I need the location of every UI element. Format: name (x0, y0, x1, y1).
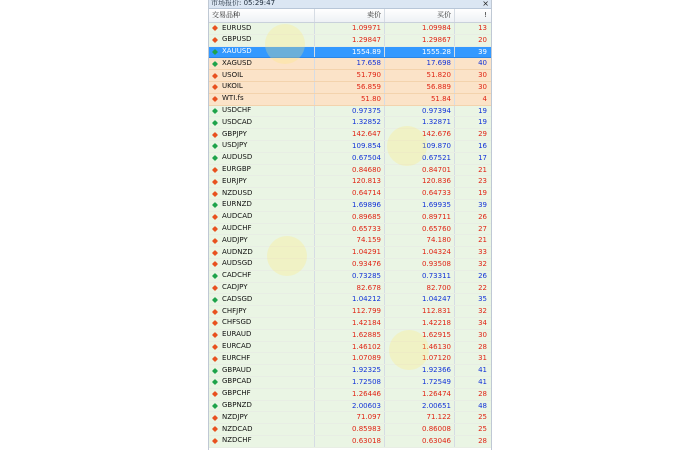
spread-cell: 28 (478, 436, 487, 445)
ask-cell: 0.89711 (385, 212, 455, 223)
symbol-cell[interactable] (209, 165, 315, 176)
spread-cell: 28 (478, 389, 487, 398)
quote-row[interactable] (209, 389, 491, 401)
quote-row[interactable] (209, 94, 491, 106)
ask-cell: 71.122 (385, 412, 455, 423)
symbol-cell[interactable] (209, 200, 315, 211)
bid-cell: 51.80 (315, 94, 385, 105)
symbol-cell[interactable] (209, 23, 315, 34)
symbol-label: GBPCAD (222, 377, 252, 386)
price-down-icon (212, 96, 218, 102)
symbol-cell[interactable] (209, 283, 315, 294)
bid-cell: 1554.89 (315, 47, 385, 58)
spread-cell: 17 (478, 153, 487, 162)
price-down-icon (212, 238, 218, 244)
spread-cell: 30 (478, 71, 487, 80)
bid-cell: 71.097 (315, 412, 385, 423)
symbol-cell[interactable] (209, 94, 315, 105)
ask-cell: 1.62915 (385, 330, 455, 341)
quote-row[interactable] (209, 188, 491, 200)
symbol-label: EURNZD (222, 200, 252, 209)
bid-cell: 0.84680 (315, 165, 385, 176)
quote-row[interactable] (209, 330, 491, 342)
symbol-cell[interactable] (209, 82, 315, 93)
quote-row[interactable] (209, 129, 491, 141)
spread-cell: 16 (478, 141, 487, 150)
bid-cell: 1.92325 (315, 365, 385, 376)
bid-cell: 0.67504 (315, 153, 385, 164)
symbol-cell[interactable] (209, 318, 315, 329)
symbol-cell[interactable] (209, 58, 315, 69)
ask-cell: 51.820 (385, 70, 455, 81)
bid-cell: 0.73285 (315, 271, 385, 282)
spread-cell: 19 (478, 106, 487, 115)
bid-cell: 2.00603 (315, 401, 385, 412)
symbol-label: XAUUSD (222, 47, 252, 56)
price-up-icon (212, 143, 218, 149)
symbol-cell[interactable] (209, 141, 315, 152)
symbol-label: XAGUSD (222, 58, 252, 67)
title-bar (209, 0, 491, 9)
bid-cell: 51.790 (315, 70, 385, 81)
quote-row[interactable] (209, 401, 491, 413)
quote-row[interactable] (209, 200, 491, 212)
quote-row[interactable] (209, 117, 491, 129)
symbol-cell[interactable] (209, 294, 315, 305)
spread-cell: 19 (478, 118, 487, 127)
bid-cell: 17.658 (315, 58, 385, 69)
quote-row[interactable] (209, 318, 491, 330)
ask-cell: 120.836 (385, 176, 455, 187)
quote-row[interactable] (209, 224, 491, 236)
quote-list (209, 23, 491, 448)
price-down-icon (212, 426, 218, 432)
price-down-icon (212, 25, 218, 31)
bid-cell: 0.85983 (315, 424, 385, 435)
price-up-icon (212, 49, 218, 55)
quote-row[interactable] (209, 271, 491, 283)
ask-cell: 0.65760 (385, 224, 455, 235)
spread-cell: 41 (478, 366, 487, 375)
symbol-label: NZDCAD (222, 424, 253, 433)
quote-row[interactable] (209, 176, 491, 188)
price-down-icon (212, 320, 218, 326)
symbol-label: CHFJPY (222, 306, 247, 315)
price-down-icon (212, 84, 218, 90)
symbol-label: EURGBP (222, 165, 251, 174)
spread-cell: 33 (478, 248, 487, 257)
bid-cell: 1.04212 (315, 294, 385, 305)
quote-row[interactable] (209, 235, 491, 247)
ask-cell: 0.63046 (385, 436, 455, 447)
symbol-cell[interactable] (209, 224, 315, 235)
quote-row[interactable] (209, 70, 491, 82)
bid-cell: 0.63018 (315, 436, 385, 447)
symbol-cell[interactable] (209, 353, 315, 364)
spread-cell: 34 (478, 318, 487, 327)
symbol-label: UKOIL (222, 82, 243, 91)
bid-cell: 1.07089 (315, 353, 385, 364)
symbol-label: EURUSD (222, 23, 252, 32)
quote-row[interactable] (209, 365, 491, 377)
ask-cell: 0.84701 (385, 165, 455, 176)
symbol-label: USDJPY (222, 141, 248, 150)
quote-row[interactable] (209, 165, 491, 177)
bid-cell: 109.854 (315, 141, 385, 152)
spread-cell: 39 (478, 200, 487, 209)
ask-cell: 51.84 (385, 94, 455, 105)
symbol-label: USDCAD (222, 117, 253, 126)
symbol-label: GBPUSD (222, 35, 252, 44)
close-icon[interactable]: × (482, 0, 489, 8)
price-down-icon (212, 73, 218, 79)
bid-cell: 1.04291 (315, 247, 385, 258)
symbol-label: CADCHF (222, 271, 252, 280)
symbol-label: EURCAD (222, 342, 252, 351)
symbol-cell[interactable] (209, 271, 315, 282)
symbol-cell[interactable] (209, 70, 315, 81)
symbol-cell[interactable] (209, 389, 315, 400)
quote-row[interactable] (209, 35, 491, 47)
symbol-cell[interactable] (209, 188, 315, 199)
spread-cell: 26 (478, 271, 487, 280)
bid-cell: 0.97375 (315, 106, 385, 117)
symbol-label: WTI.fs (222, 94, 244, 103)
quote-row[interactable] (209, 58, 491, 70)
ask-cell: 1.09984 (385, 23, 455, 34)
price-up-icon (212, 120, 218, 126)
ask-cell: 1.04247 (385, 294, 455, 305)
ask-cell: 0.93508 (385, 259, 455, 270)
symbol-label: USOIL (222, 70, 244, 79)
price-up-icon (212, 155, 218, 161)
symbol-label: GBPCHF (222, 389, 251, 398)
symbol-label: NZDCHF (222, 436, 252, 445)
price-down-icon (212, 391, 218, 397)
symbol-label: AUDUSD (222, 153, 253, 162)
price-down-icon (212, 344, 218, 350)
spread-cell: 32 (478, 307, 487, 316)
quote-row[interactable] (209, 306, 491, 318)
bid-cell: 112.799 (315, 306, 385, 317)
price-down-icon (212, 285, 218, 291)
ask-cell: 1.04324 (385, 247, 455, 258)
ask-cell: 112.831 (385, 306, 455, 317)
price-down-icon (212, 167, 218, 173)
spread-cell: 23 (478, 177, 487, 186)
spread-cell: 19 (478, 189, 487, 198)
symbol-cell[interactable] (209, 212, 315, 223)
symbol-cell[interactable] (209, 412, 315, 423)
ask-cell: 1.92366 (385, 365, 455, 376)
symbol-label: CADJPY (222, 283, 248, 292)
ask-cell: 0.64733 (385, 188, 455, 199)
ask-cell: 0.97394 (385, 106, 455, 117)
symbol-label: EURAUD (222, 330, 252, 339)
symbol-label: NZDUSD (222, 188, 253, 197)
spread-cell: 25 (478, 425, 487, 434)
quote-row[interactable] (209, 141, 491, 153)
symbol-label: AUDCHF (222, 224, 252, 233)
price-down-icon (212, 332, 218, 338)
column-header-bid[interactable]: 卖价 (315, 9, 385, 22)
quote-row[interactable] (209, 342, 491, 354)
ask-cell: 1.32871 (385, 117, 455, 128)
bid-cell: 1.09971 (315, 23, 385, 34)
spread-cell: 39 (478, 47, 487, 56)
column-header-symbol[interactable]: 交易品种 (209, 9, 315, 22)
quote-row[interactable] (209, 412, 491, 424)
price-up-icon (212, 403, 218, 409)
price-down-icon (212, 356, 218, 362)
spread-cell: 29 (478, 130, 487, 139)
price-down-icon (212, 132, 218, 138)
symbol-label: GBPNZD (222, 401, 252, 409)
price-down-icon (212, 309, 218, 315)
ask-cell: 0.67521 (385, 153, 455, 164)
price-down-icon (212, 179, 218, 185)
quote-row[interactable] (209, 23, 491, 35)
symbol-cell[interactable] (209, 259, 315, 270)
ask-cell: 74.180 (385, 235, 455, 246)
symbol-cell[interactable] (209, 35, 315, 46)
symbol-label: GBPAUD (222, 365, 252, 374)
symbol-label: AUDCAD (222, 212, 253, 221)
symbol-cell[interactable] (209, 424, 315, 435)
price-down-icon (212, 37, 218, 43)
symbol-label: CHFSGD (222, 318, 252, 327)
symbol-label: AUDSGD (222, 259, 253, 268)
quote-row[interactable] (209, 283, 491, 295)
price-up-icon (212, 273, 218, 279)
symbol-cell[interactable] (209, 247, 315, 258)
spread-cell: 35 (478, 295, 487, 304)
quote-row[interactable] (209, 82, 491, 94)
symbol-cell[interactable] (209, 47, 315, 58)
ask-cell: 1.72549 (385, 377, 455, 388)
price-down-icon (212, 415, 218, 421)
ask-cell: 82.700 (385, 283, 455, 294)
bid-cell: 1.26446 (315, 389, 385, 400)
symbol-label: NZDJPY (222, 412, 248, 421)
ask-cell: 2.00651 (385, 401, 455, 412)
bid-cell: 0.65733 (315, 224, 385, 235)
symbol-label: USDCHF (222, 106, 252, 115)
spread-cell: 20 (478, 35, 487, 44)
symbol-cell[interactable] (209, 330, 315, 341)
ask-cell: 1.07120 (385, 353, 455, 364)
window-title: 市场报价: 05:29:47 (211, 0, 276, 7)
bid-cell: 120.813 (315, 176, 385, 187)
spread-cell: 30 (478, 82, 487, 91)
price-up-icon (212, 108, 218, 114)
price-down-icon (212, 226, 218, 232)
ask-cell: 1.26474 (385, 389, 455, 400)
bid-cell: 1.72508 (315, 377, 385, 388)
spread-cell: 28 (478, 342, 487, 351)
symbol-cell[interactable] (209, 342, 315, 353)
spread-cell: 27 (478, 224, 487, 233)
symbol-cell[interactable] (209, 401, 315, 412)
spread-cell: 30 (478, 330, 487, 339)
column-header-ask[interactable]: 买价 (385, 9, 455, 22)
ask-cell: 1.46130 (385, 342, 455, 353)
quote-row[interactable] (209, 47, 491, 59)
symbol-cell[interactable] (209, 153, 315, 164)
price-up-icon (212, 368, 218, 374)
symbol-cell[interactable] (209, 129, 315, 140)
bid-cell: 74.159 (315, 235, 385, 246)
symbol-label: AUDJPY (222, 235, 248, 244)
bid-cell: 1.29847 (315, 35, 385, 46)
price-down-icon (212, 214, 218, 220)
spread-cell: 40 (478, 59, 487, 68)
symbol-cell[interactable] (209, 176, 315, 187)
price-up-icon (212, 202, 218, 208)
market-watch-window (208, 0, 492, 450)
spread-cell: 26 (478, 212, 487, 221)
bid-cell: 56.859 (315, 82, 385, 93)
spread-cell: 22 (478, 283, 487, 292)
spread-cell: 41 (478, 377, 487, 386)
bid-cell: 0.89685 (315, 212, 385, 223)
quote-row[interactable] (209, 377, 491, 389)
quote-row[interactable] (209, 247, 491, 259)
symbol-cell[interactable] (209, 365, 315, 376)
symbol-label: EURJPY (222, 176, 247, 185)
symbol-cell[interactable] (209, 117, 315, 128)
spread-cell: 13 (478, 24, 487, 32)
quote-row[interactable] (209, 294, 491, 306)
spread-cell: 32 (478, 259, 487, 268)
bid-cell: 142.647 (315, 129, 385, 140)
quote-row[interactable] (209, 424, 491, 436)
symbol-cell[interactable] (209, 106, 315, 117)
spread-cell: 4 (482, 94, 487, 103)
bid-cell: 1.69896 (315, 200, 385, 211)
price-down-icon (212, 438, 218, 444)
price-down-icon (212, 261, 218, 267)
table-header (209, 9, 491, 23)
ask-cell: 142.676 (385, 129, 455, 140)
quote-row[interactable] (209, 353, 491, 365)
quote-row[interactable] (209, 212, 491, 224)
spread-cell: 21 (478, 236, 487, 245)
ask-cell: 1.29867 (385, 35, 455, 46)
quote-row[interactable] (209, 259, 491, 271)
quote-row[interactable] (209, 153, 491, 165)
symbol-label: GBPJPY (222, 129, 247, 138)
ask-cell: 0.73311 (385, 271, 455, 282)
symbol-cell[interactable] (209, 235, 315, 246)
price-up-icon (212, 61, 218, 67)
bid-cell: 1.42184 (315, 318, 385, 329)
column-header-spread[interactable]: ! (484, 11, 487, 19)
ask-cell: 1.69935 (385, 200, 455, 211)
price-down-icon (212, 250, 218, 256)
ask-cell: 17.698 (385, 58, 455, 69)
bid-cell: 0.93476 (315, 259, 385, 270)
price-up-icon (212, 297, 218, 303)
ask-cell: 1.42218 (385, 318, 455, 329)
price-up-icon (212, 379, 218, 385)
quote-row[interactable] (209, 106, 491, 118)
symbol-cell[interactable] (209, 377, 315, 388)
ask-cell: 0.86008 (385, 424, 455, 435)
bid-cell: 1.46102 (315, 342, 385, 353)
quote-row[interactable] (209, 436, 491, 448)
ask-cell: 109.870 (385, 141, 455, 152)
symbol-label: AUDNZD (222, 247, 253, 256)
symbol-cell[interactable] (209, 436, 315, 447)
spread-cell: 21 (478, 165, 487, 174)
spread-cell: 48 (478, 401, 487, 410)
spread-cell: 25 (478, 413, 487, 422)
bid-cell: 1.62885 (315, 330, 385, 341)
spread-cell: 31 (478, 354, 487, 363)
bid-cell: 82.678 (315, 283, 385, 294)
bid-cell: 0.64714 (315, 188, 385, 199)
ask-cell: 1555.28 (385, 47, 455, 58)
symbol-label: EURCHF (222, 353, 251, 362)
symbol-cell[interactable] (209, 306, 315, 317)
symbol-label: CADSGD (222, 294, 253, 303)
price-down-icon (212, 191, 218, 197)
bid-cell: 1.32852 (315, 117, 385, 128)
ask-cell: 56.889 (385, 82, 455, 93)
